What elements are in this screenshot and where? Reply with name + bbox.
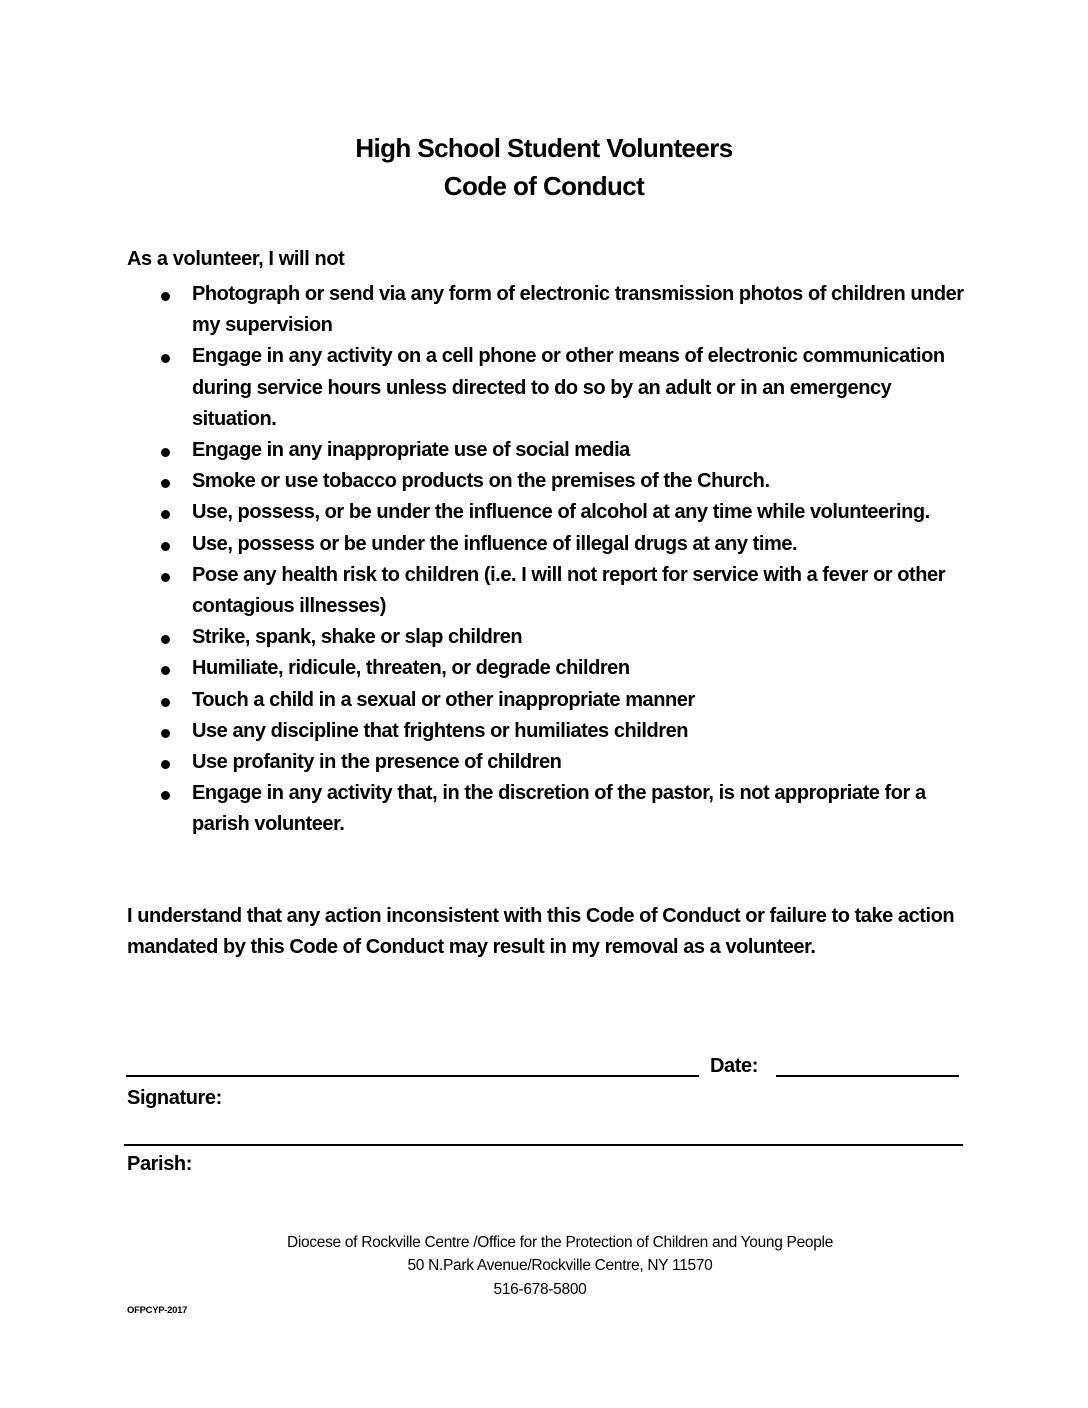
rule-text: Photograph or send via any form of electronic transmission photos of children under my supervision (192, 283, 964, 337)
bullet-icon (161, 479, 170, 488)
bullet-icon (161, 510, 170, 519)
list-item (127, 279, 967, 341)
list-item (127, 716, 967, 747)
bullet-icon (161, 760, 170, 769)
list-item (127, 747, 967, 778)
list-item (127, 622, 967, 653)
parish-label: Parish: (127, 1153, 193, 1175)
list-item (127, 778, 967, 840)
list-item (127, 529, 967, 560)
intro-text: As a volunteer, I will not (127, 248, 345, 270)
rules-list (127, 279, 967, 841)
parish-line[interactable] (124, 1144, 963, 1146)
document-title: High School Student Volunteers (355, 133, 733, 163)
rule-text: Pose any health risk to children (i.e. I will not report for service with a fever or other contagious illnesses) (192, 563, 946, 618)
list-item (127, 560, 967, 622)
bullet-icon (161, 666, 170, 675)
list-item (127, 497, 967, 528)
list-item (127, 653, 967, 684)
rule-text: Use profanity in the presence of children (192, 751, 562, 774)
list-item (127, 466, 967, 497)
rule-text: Touch a child in a sexual or other inappropriate manner (192, 688, 695, 711)
rule-text: Engage in any activity that, in the discretion of the pastor, is not appropriate for a parish volunteer. (192, 782, 926, 836)
bullet-icon (161, 573, 170, 582)
bullet-icon (161, 729, 170, 738)
footer-phone: 516-678-5800 (493, 1281, 587, 1298)
bullet-icon (161, 354, 170, 363)
bullet-icon (161, 791, 170, 800)
form-code: OFPCYP-2017 (127, 1305, 188, 1316)
bullet-icon (161, 542, 170, 551)
rule-text: Use, possess or be under the influence of illegal drugs at any time. (192, 532, 798, 555)
rule-text: Humiliate, ridicule, threaten, or degrade children (192, 657, 630, 680)
bullet-icon (161, 698, 170, 707)
rule-text: Use any discipline that frightens or humiliates children (192, 719, 689, 742)
date-label: Date: (710, 1055, 759, 1077)
bullet-icon (161, 292, 170, 301)
rule-text: Use, possess, or be under the influence of alcohol at any time while volunteering. (192, 501, 930, 524)
list-item (127, 341, 967, 435)
bullet-icon (161, 448, 170, 457)
document-subtitle: Code of Conduct (443, 171, 645, 201)
footer-address: 50 N.Park Avenue/Rockville Centre, NY 11570 (407, 1257, 713, 1274)
acknowledgement-text: I understand that any action inconsistent with this Code of Conduct or failure to take action mandated by this Code of Conduct may result in my removal as a volunteer. (127, 905, 955, 958)
rule-text: Engage in any activity on a cell phone or other means of electronic communication during service hours unless directed to do so by an adult or in an emergency situation. (192, 345, 945, 430)
rule-text: Smoke or use tobacco products on the premises of the Church. (192, 470, 770, 493)
rule-text: Engage in any inappropriate use of social media (192, 439, 630, 462)
footer-organization: Diocese of Rockville Centre /Office for the Protection of Children and Young People (286, 1234, 834, 1251)
signature-label: Signature: (127, 1087, 222, 1109)
list-item (127, 685, 967, 716)
signature-line[interactable] (126, 1075, 699, 1077)
rule-text: Strike, spank, shake or slap children (192, 626, 523, 649)
bullet-icon (161, 635, 170, 644)
date-line[interactable] (776, 1075, 959, 1077)
list-item (127, 435, 967, 466)
